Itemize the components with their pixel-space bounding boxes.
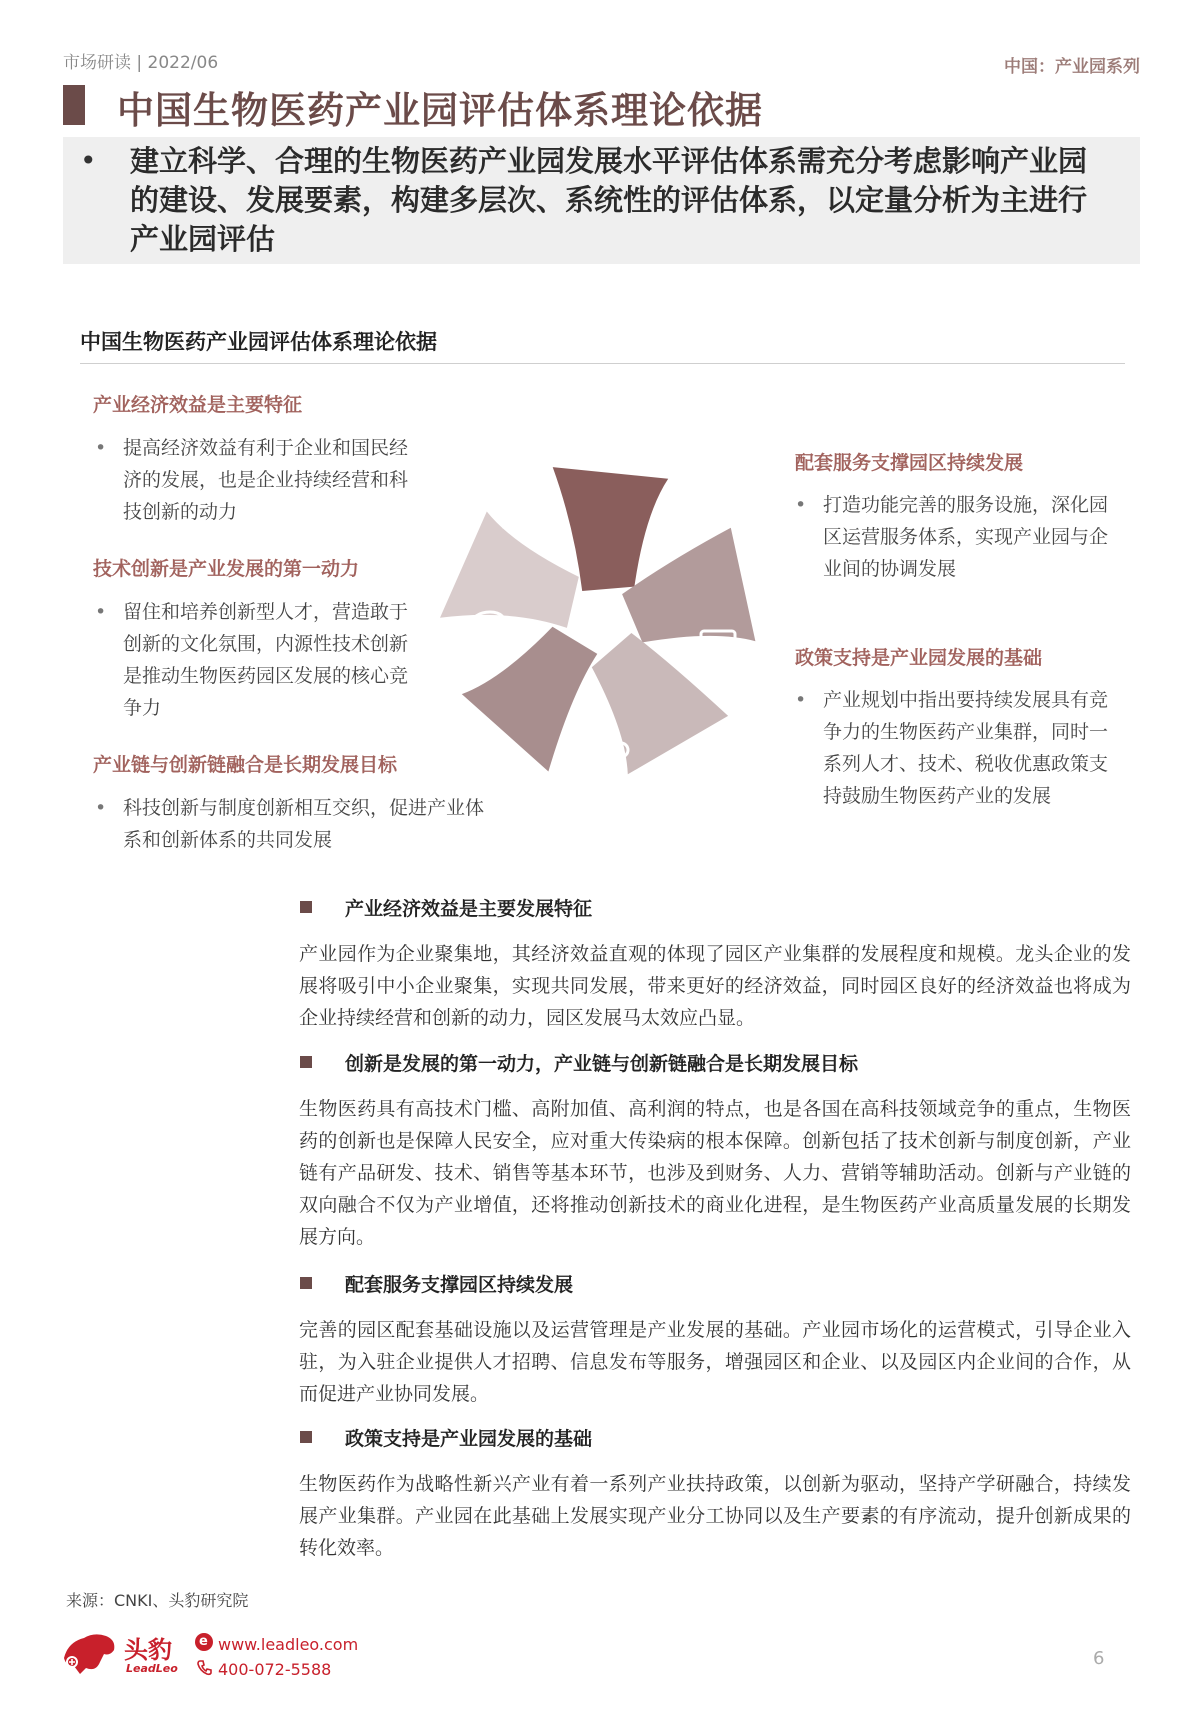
right-heading-services: 配套服务支撑园区持续发展 xyxy=(795,452,1024,474)
left-bullet-innovation xyxy=(95,596,423,724)
pinwheel-blade xyxy=(553,467,669,591)
document-list-icon xyxy=(701,631,735,677)
page-title: 中国生物医药产业园评估体系理论依据 xyxy=(117,89,763,132)
leadleo-leopard-logo-icon xyxy=(60,1628,120,1676)
phone-number: 400-072-5588 xyxy=(218,1660,332,1679)
section-heading-innovation: 创新是发展的第一动力，产业链与创新链融合是长期发展目标 xyxy=(345,1053,859,1075)
bullet-dot: • xyxy=(95,601,107,623)
report-header-topic: 中国：产业园系列 xyxy=(1004,57,1140,77)
left-heading-economic: 产业经济效益是主要特征 xyxy=(93,394,303,416)
left-bullet-economic-text: 提高经济效益有利于企业和国民经济的发展，也是企业持续经营和科技创新的动力 xyxy=(123,437,409,523)
left-heading-innovation: 技术创新是产业发展的第一动力 xyxy=(93,558,360,580)
section-marker xyxy=(300,901,312,913)
section-text-policy: 生物医药作为战略性新兴产业有着一系列产业扶持政策，以创新为驱动，坚持产学研融合，持续发展产业集群。产业园在此基础上发展实现产业分工协同以及生产要素的有序流动，提升创新成果的转化效率。 xyxy=(299,1473,1131,1559)
summary-text: 建立科学、合理的生物医药产业园发展水平评估体系需充分考虑影响产业园的建设、发展要素，构建多层次、系统性的评估体系，以定量分析为主进行产业园评估 xyxy=(130,144,1088,256)
left-bullet-chain xyxy=(95,792,493,856)
right-bullet-policy xyxy=(795,684,1123,812)
page-number: 6 xyxy=(1093,1648,1105,1669)
web-globe-icon: e xyxy=(195,1633,213,1651)
pinwheel-blade xyxy=(462,627,598,772)
brand-name-cn: 头豹 xyxy=(124,1636,172,1664)
pinwheel-diagram xyxy=(430,450,770,790)
right-bullet-services-text: 打造功能完善的服务设施，深化园区运营服务体系，实现产业园与企业间的协调发展 xyxy=(823,494,1109,580)
section-marker xyxy=(300,1056,312,1068)
figure-divider xyxy=(80,363,1125,364)
section-heading-economic: 产业经济效益是主要发展特征 xyxy=(345,898,593,920)
report-header-series: 市场研读 | 2022/06 xyxy=(63,53,219,73)
phone-icon xyxy=(196,1659,214,1677)
left-bullet-economic xyxy=(95,432,423,528)
website-link[interactable]: www.leadleo.com xyxy=(218,1635,359,1654)
section-text-economic: 产业园作为企业聚集地，其经济效益直观的体现了园区产业集群的发展程度和规模。龙头企业的发展将吸引中小企业聚集，实现共同发展，带来更好的经济效益，同时园区良好的经济效益也将成为企业持续经营和创新的动力，园区发展马太效应凸显。 xyxy=(299,943,1131,1029)
right-bullet-services xyxy=(795,489,1123,585)
right-heading-policy: 政策支持是产业园发展的基础 xyxy=(795,647,1043,669)
left-bullet-chain-text: 科技创新与制度创新相互交织，促进产业体系和创新体系的共同发展 xyxy=(123,797,485,851)
bullet-dot: • xyxy=(95,797,107,819)
bullet-dot: • xyxy=(95,437,107,459)
pinwheel-blade xyxy=(592,633,728,774)
section-marker xyxy=(300,1277,312,1289)
title-accent-bar xyxy=(63,85,85,125)
section-text-services: 完善的园区配套基础设施以及运营管理是产业发展的基础。产业园市场化的运营模式，引导企业入驻，为入驻企业提供人才招聘、信息发布等服务，增强园区和企业、以及园区内企业间的合作，从而促进产业协同发展。 xyxy=(299,1319,1131,1405)
bullet-dot: • xyxy=(795,494,807,516)
section-heading-policy: 政策支持是产业园发展的基础 xyxy=(345,1428,593,1450)
yuan-house-icon xyxy=(498,485,542,527)
person-gear-icon xyxy=(653,493,695,532)
idea-head-icon xyxy=(470,612,506,658)
section-marker xyxy=(300,1431,312,1443)
figure-title: 中国生物医药产业园评估体系理论依据 xyxy=(80,330,437,354)
source-note: 来源：CNKI、头豹研究院 xyxy=(66,1591,249,1610)
left-bullet-innovation-text: 留住和培养创新型人才，营造敢于创新的文化氛围，内源性技术创新是推动生物医药园区发展的核心竞争力 xyxy=(123,601,409,719)
pinwheel-blade xyxy=(440,512,579,628)
right-bullet-policy-text: 产业规划中指出要持续发展具有竞争力的生物医药产业集群，同时一系列人才、技术、税收优惠政策支持鼓励生物医药产业的发展 xyxy=(823,689,1109,807)
section-text-innovation: 生物医药具有高技术门槛、高附加值、高利润的特点，也是各国在高科技领域竞争的重点，生物医药的创新也是保障人民安全，应对重大传染病的根本保障。创新包括了技术创新与制度创新，产业链有产品研发、技术、销售等基本环节，也涉及到财务、人力、营销等辅助活动。创新与产业链的双向融合不仅为产业增值，还将推动创新技术的商业化进程，是生物医药产业高质量发展的长期发展方向。 xyxy=(299,1098,1131,1248)
brand-name-en: LeadLeo xyxy=(126,1662,178,1675)
summary-bullet: • xyxy=(80,144,97,177)
bullet-dot: • xyxy=(795,689,807,711)
section-heading-services: 配套服务支撑园区持续发展 xyxy=(345,1274,574,1296)
left-heading-chain: 产业链与创新链融合是长期发展目标 xyxy=(93,754,398,776)
